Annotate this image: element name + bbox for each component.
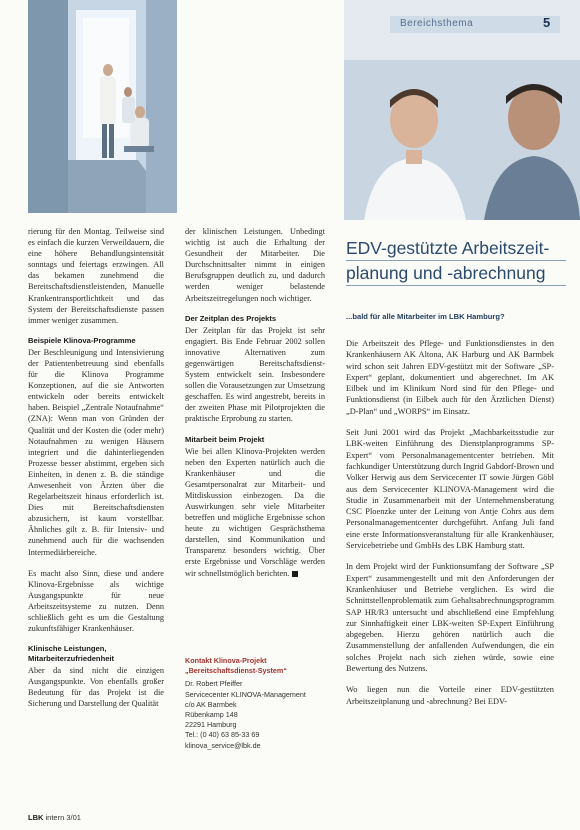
end-mark-icon xyxy=(292,571,298,577)
headline-line-1: EDV-gestützte Arbeitszeit- xyxy=(346,236,566,261)
article-column-2 xyxy=(185,226,325,589)
hospital-corridor-photo xyxy=(28,0,177,213)
article-column-1 xyxy=(28,226,164,720)
paragraph: Der Beschleunigung und Intensivierung der Patientenbetreuung sind ebenfalls für die Klinova Programme Konzeptionen, auf die sie Antworten entwickeln oder bereits entwickelt haben. Beispiel „Zentrale Notaufnahme“ (ZNA): Wenn man von Gründen der Qualität und der Kosten die (oder mehr) Notaufnahmen zu wenigen Häusern integriert und die dahinterliegenden Prozesse besser abstimmt, ergeben sich Einheiten, in denen z. B. die ständige Anwesenheit von Ärzten über die Regelarbeitszeit hinaus erforderlich ist. Dies mit Bereitschaftsdiensten abzusichern, ist kaum vorstellbar. Ähnliches gilt z. B. für Intensiv- und zunehmend auch für die wachsenden Intermediärbereiche. xyxy=(28,347,164,557)
contact-title: Kontakt Klinova-Projekt xyxy=(185,656,267,665)
article-column-3 xyxy=(346,338,554,717)
paragraph: der klinischen Leistungen. Unbedingt wichtig ist auch die Erhaltung der Gesundheit der Mitarbeiter. Die Durchschnittsalter nimmt in einigen Berufsgruppen deutlich zu, und dadurch werden weniger belastende Arbeitszeitregelungen noch wichtiger. xyxy=(185,227,325,303)
subheading: Der Zeitplan des Projekts xyxy=(185,313,277,323)
paragraph: In dem Projekt wird der Funktionsumfang der Software „SP Expert“ zusammengestellt und mit den Anforderungen der Krankenhäuser und Betriebe verglichen. Es wird die Schnittstellenproblematik zum Gehaltsabrechnungsprogramm SAP HR/R3 untersucht und abschließend eine Empfehlung zur Sinnhaftigkeit einer LBK-weiten SP-Expert Einführung abgegeben. Hierzu gehören natürlich auch die Zusammenstellung der anfallenden Aufwendungen, die ein solches Projekt nach sich ziehen würde, sowie eine Bewertung des Nutzens. xyxy=(346,562,554,674)
contact-address-co: c/o AK Barmbek xyxy=(185,699,237,709)
doctors-illustration xyxy=(344,0,580,220)
article-headline xyxy=(346,236,566,286)
page-number: 5 xyxy=(543,15,551,30)
contact-subtitle: „Bereitschaftsdienst-System“ xyxy=(185,666,287,676)
footer-brand: LBK xyxy=(28,813,44,822)
paragraph: rierung für den Montag. Teilweise sind es einfach die kurzen Verweildauern, die eine höhere Behandlungsintensität sonntags und feiertags erzwingen. All das bekamen zunehmend die Bereitschaftsdienstleistenden, Manuelle Krankentransportlichtkeit und das System der Bereitschaftsdienste passen immer weniger zusammen. xyxy=(28,227,164,325)
page-footer xyxy=(28,813,81,822)
contact-department: Servicecenter KLINOVA-Management xyxy=(185,689,306,699)
contact-name: Dr. Robert Pfeiffer xyxy=(185,679,243,689)
paragraph-text: Wie bei allen Klinova-Projekten werden neben den Experten natürlich auch die Krankenhäuser und die Gesamtpersonalrat zur Mitarbeit- und Mitdiskussion einbezogen. Da die Auswirkungen sehr viele Mitarbeiter betreffen und mögliche Ergebnisse schon heute zu wichtigen Gesprächsthema darstellen, sind Kommunikation und Transparenz besonders wichtig. Über erste Ergebnisse und Vorschläge werden wir schnellstmöglich berichten. xyxy=(185,446,325,578)
contact-street: Rübenkamp 148 xyxy=(185,710,238,720)
article-subheadline: ...bald für alle Mitarbeiter im LBK Hamburg? xyxy=(346,312,505,321)
paragraph: Die Arbeitszeit des Pflege- und Funktionsdienstes in den Krankenhäusern AK Altona, AK Harburg und AK Barmbek wird schon seit Jahren EDV-gestützt mit der Software „SP-Expert“ geplant, dokumentiert und abgerechnet. Im AK Eilbek und im Klinikum Nord sind für den Pflege- und Funktionsdienst (in Eilbek auch für den Ärztlichen Dienst) „D-Plan“ und „WORPS“ im Einsatz. xyxy=(346,339,554,416)
contact-box xyxy=(185,656,325,751)
paragraph xyxy=(185,446,325,579)
doctors-photo xyxy=(344,0,580,220)
contact-email[interactable]: klinova_service@lbk.de xyxy=(185,740,261,750)
contact-city: 22291 Hamburg xyxy=(185,720,237,730)
paragraph: Es macht also Sinn, diese und andere Klinova-Ergebnisse als wichtige Ausgangspunkte für neue Arbeitszeitsysteme zu nutzen. Denn schließlich geht es um die Gestaltung zukunftsfähiger Krankenhäuser. xyxy=(28,568,164,634)
contact-phone: Tel.: (0 40) 63 85-33 69 xyxy=(185,730,260,740)
paragraph: Wo liegen nun die Vorteile einer EDV-gestützten Arbeitszeitplanung und -abrechnung? Bei EDV- xyxy=(346,685,554,706)
paragraph: Seit Juni 2001 wird das Projekt „Machbarkeitsstudie zur LBK-weiten Einführung des Dienstplanprogramms SP-Expert“ vom Personalmanagementcenter betrieben. Mit fachkundiger Unterstützung durch Ingrid Gabdorf-Brown und Volker Herwig aus dem Servicecenter IT sowie Jürgen Göbl aus dem Servicecenter KLINOVA-Management wird die Studie in Zusammenarbeit mit der Unternehmensberatung CSC Ploenzke unter der Leitung von Antje Cohrs aus dem Personalmanagementcenter durchgeführt. Anfang Juli fand eine erste Informationsveranstaltung für alle Krankenhäuser, Servicebetriebe und GmbHs des LBK Hamburg statt. xyxy=(346,428,554,551)
paragraph: Aber da sind nicht die einzigen Ausgangspunkte. Von ebenfalls großer Bedeutung für das Projekt ist die Sicherung und Darstellung der Qualität xyxy=(28,666,164,709)
subheading: Beispiele Klinova-Programme xyxy=(28,335,136,345)
footer-issue: intern 3/01 xyxy=(45,813,81,822)
section-label: Bereichsthema xyxy=(400,18,474,29)
subheading: Mitarbeit beim Projekt xyxy=(185,434,265,444)
subheading: Klinische Leistungen, Mitarbeiterzufriedenheit xyxy=(28,644,115,664)
headline-line-2: planung und -abrechnung xyxy=(346,261,566,286)
hospital-corridor-illustration xyxy=(28,0,177,213)
paragraph: Der Zeitplan für das Projekt ist sehr engagiert. Bis Ende Februar 2002 sollen innovative Alternativen zum gegenwärtigen Bereitschaftsdienst-System entwickelt sein. Insbesondere sollen die Vorausetzungen zur Umsetzung geschaffen. Es wird angestrebt, bereits in der zweiten Phase mit Pilotprojekten die praktische Erprobung zu starten. xyxy=(185,325,325,424)
